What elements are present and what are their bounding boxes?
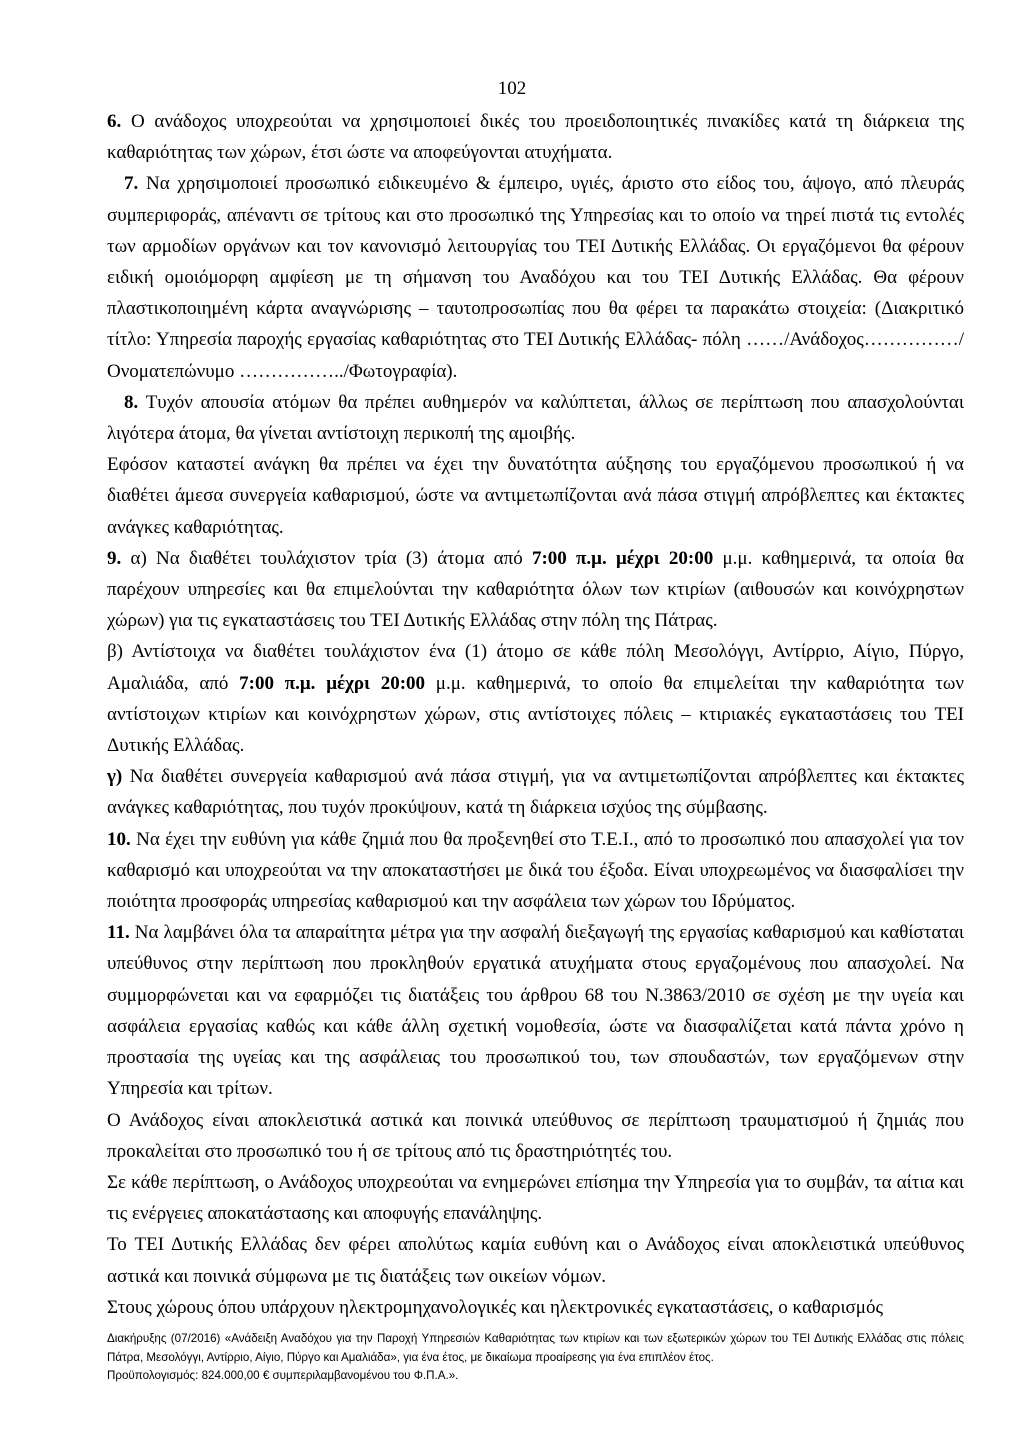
paragraph-11-disclaimer: Το ΤΕΙ Δυτικής Ελλάδας δεν φέρει απολύτως καμία ευθύνη και ο Ανάδοχος είναι αποκλειστικά υπεύθυνος αστικά και ποινικά σύμφωνα με τις διατάξεις των οικείων νόμων. — [107, 1234, 964, 1287]
paragraph-8-continued: Εφόσον καταστεί ανάγκη θα πρέπει να έχει την δυνατότητα αύξησης του εργαζόμενου προσωπικού ή να διαθέτει άμεσα συνεργεία καθαρισμού, ώστε να αντιμετωπίζονται ανά πάσα στιγμή απρόβλεπτες και έκτακτες ανάγκες καθαριότητας. — [107, 454, 964, 538]
paragraph-6 — [107, 106, 964, 168]
footer-budget: Προϋπολογισμός: 824.000,00 € συμπεριλαμβανομένου του Φ.Π.Α.». — [107, 1369, 459, 1383]
paragraph-9a — [107, 543, 964, 637]
paragraph-text: Τυχόν απουσία ατόμων θα πρέπει αυθημερόν να καλύπτεται, άλλως σε περίπτωση που απασχολούνται λιγότερα άτομα, θα γίνεται αντίστοιχη περικοπή της αμοιβής. — [107, 391, 964, 445]
paragraph-9c — [107, 761, 964, 823]
paragraph-7 — [107, 168, 964, 386]
paragraph-11 — [107, 917, 964, 1104]
paragraph-8 — [107, 387, 964, 449]
until-word: μέχρι — [326, 672, 370, 694]
paragraph-text: μ.μ. καθημερινά, τα οποία θα παρέχουν υπηρεσίες και θα επιμελούνται την καθαριότητα όλων των κτιρίων (αιθουσών και κοινόχρηστων χώρων) για τις εγκαταστάσεις του ΤΕΙ Δυτικής Ελλάδας στην πόλη της Πάτρας. — [107, 547, 965, 632]
time-pm: π.μ. — [284, 672, 316, 694]
paragraph-9b — [107, 636, 964, 761]
time-start: 7:00 π.μ. — [531, 547, 607, 569]
paragraph-text: α) Να διαθέτει τουλάχιστον τρία (3) άτομα από — [130, 547, 532, 569]
paragraph-11-notification: Σε κάθε περίπτωση, ο Ανάδοχος υποχρεούται να ενημερώνει επίσημα την Υπηρεσία για το συμβάν, τα αίτια και τις ενέργειες αποκατάστασης και αποφυγής επανάληψης. — [107, 1171, 964, 1225]
paragraph-11-liability: Ο Ανάδοχος είναι αποκλειστικά αστικά και ποινικά υπεύθυνος σε περίπτωση τραυματισμού ή ζημιάς που προκαλείται στο προσωπικό του ή σε τρίτους από τις δραστηριότητές του. — [107, 1109, 964, 1162]
document-body — [107, 106, 964, 1323]
time-end: 20:00 — [668, 547, 714, 569]
page-footer — [107, 1330, 964, 1386]
paragraph-text: Να διαθέτει συνεργεία καθαρισμού ανά πάσα στιγμή, για να αντιμετωπίζονται απρόβλεπτες και έκτακτες ανάγκες καθαριότητας, που τυχόν προκύψουν, κατά τη διάρκεια ισχύος της σύμβασης. — [107, 766, 964, 819]
time-start: 7:00 — [239, 672, 274, 694]
until-word: μέχρι — [615, 547, 660, 569]
paragraph-text: Να λαμβάνει όλα τα απαραίτητα μέτρα για την ασφαλή διεξαγωγή της εργασίας καθαρισμού και καθίσταται υπεύθυνος στην περίπτωση που προκληθούν εργατικά ατυχήματα στους εργαζομένους που απασχολεί. Να συμμορφώνεται και να εφαρμόζει τις διατάξεις του άρθρου 68 του Ν.3863/2010 σε σχέση με την υγεία και ασφάλεια εργασίας καθώς και κάθε άλλη σχετική νομοθεσία, ώστε να διασφαλίζεται κατά πάντα χρόνο η προστασία της υγείας και της ασφάλειας του προσωπικού του, των σπουδαστών, των εργαζόμενων στην Υπηρεσία και τρίτων. — [107, 922, 964, 1100]
paragraph-10 — [107, 824, 964, 918]
item-number: 9. — [107, 547, 122, 569]
item-label: γ) — [107, 766, 123, 788]
time-end: 20:00 — [380, 672, 426, 694]
paragraph-11-electrical: Στους χώρους όπου υπάρχουν ηλεκτρομηχανολογικές και ηλεκτρονικές εγκαταστάσεις, ο καθαρισμός — [107, 1296, 884, 1318]
paragraph-text: μ.μ. καθημερινά, το οποίο θα επιμελείται την καθαριότητα των αντίστοιχων κτιρίων και κοινόχρηστων χώρων, στις αντίστοιχες πόλεις – κτιριακές εγκαταστάσεις του ΤΕΙ Δυτικής Ελλάδας. — [107, 672, 965, 757]
footer-title: Διακήρυξης (07/2016) «Ανάδειξη Αναδόχου για την Παροχή Υπηρεσιών Καθαριότητας των κτιρίων και των εξωτερικών χώρων του ΤΕΙ Δυτικής Ελλάδας στις πόλεις Πάτρα, Μεσολόγγι, Αντίρριο, Αίγιο, Πύργο και Αμαλιάδα», για ένα έτος, με δικαίωμα προαίρεσης για ένα επιπλέον έτος. — [107, 1332, 964, 1364]
page-number: 102 — [497, 78, 527, 99]
paragraph-text: Να έχει την ευθύνη για κάθε ζημιά που θα προξενηθεί στο Τ.Ε.Ι., από το προσωπικό που απασχολεί για τον καθαρισμό και υποχρεούται να την αποκαταστήσει με δικά του έξοδα. Είναι υποχρεωμένος να διασφαλίσει την ποιότητα προσφοράς υπηρεσίας καθαρισμού και την ασφάλεια των χώρων του Ιδρύματος. — [107, 828, 965, 913]
paragraph-text: Να χρησιμοποιεί προσωπικό ειδικευμένο & έμπειρο, υγιές, άριστο στο είδος του, άψογο, από πλευράς συμπεριφοράς, απέναντι σε τρίτους και στο προσωπικό της Υπηρεσίας και το οποίο να τηρεί πιστά τις εντολές των αρμοδίων οργάνων και τον κανονισμό λειτουργίας του ΤΕΙ Δυτικής Ελλάδας. Οι εργαζόμενοι θα φέρουν ειδική ομοιόμορφη αμφίεση με τη σήμανση του Αναδόχου και του ΤΕΙ Δυτικής Ελλάδας. Θα φέρουν πλαστικοποιημένη κάρτα αναγνώρισης – ταυτοπροσωπίας που θα φέρει τα παρακάτω στοιχεία: (Διακριτικό τίτλο: Υπηρεσία παροχής εργασίας καθαριότητας στο ΤΕΙ Δυτικής Ελλάδας- πόλη ……/Ανάδοχος……………/Ονοματεπώνυμο ……………../Φωτογραφία). — [107, 173, 965, 382]
item-number: 11. — [107, 922, 130, 944]
paragraph-text: Ο ανάδοχος υποχρεούται να χρησιμοποιεί δικές του προειδοποιητικές πινακίδες κατά τη διάρκεια της καθαριότητας των χώρων, έτσι ώστε να αποφεύγονται ατυχήματα. — [107, 111, 965, 164]
item-number: 6. — [107, 111, 122, 132]
item-number: 10. — [107, 828, 131, 850]
item-number: 8. — [124, 391, 139, 413]
paragraph-text: β) Αντίστοιχα να διαθέτει τουλάχιστον ένα (1) άτομο σε κάθε πόλη Μεσολόγγι, Αντίρριο, Αίγιο, Πύργο, Αμαλιάδα, από — [107, 641, 964, 694]
item-number: 7. — [124, 173, 139, 195]
